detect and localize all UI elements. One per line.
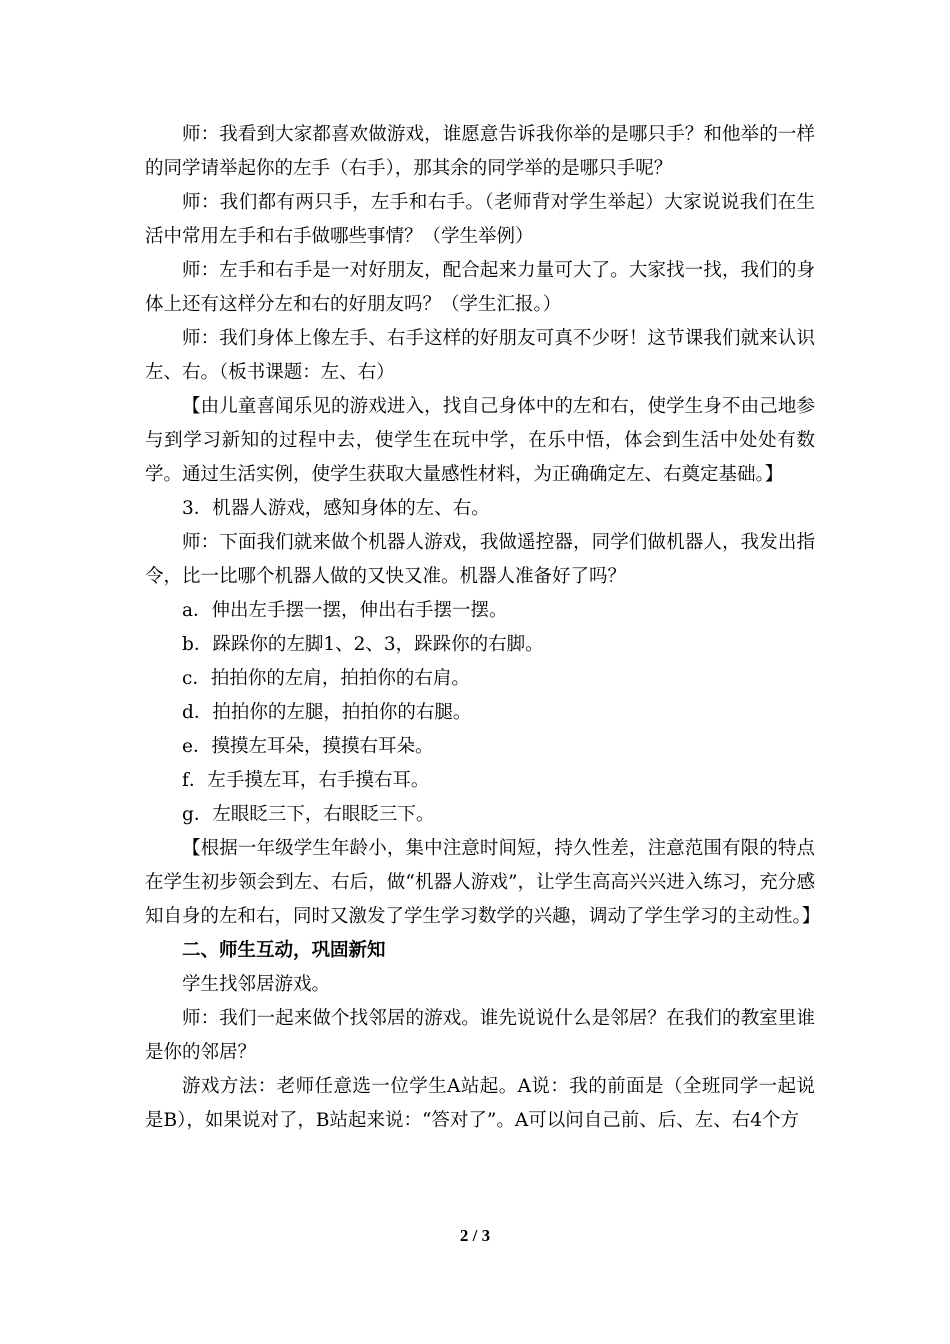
paragraph-lesson-title: 师：我们身体上像左手、右手这样的好朋友可真不少呀！这节课我们就来认识左、右。（板书课题：左、右） [145, 328, 815, 383]
paragraph-robot-game-intro: 师：下面我们就来做个机器人游戏，我做遥控器，同学们做机器人，我发出指令，比一比哪个机器人做的又快又准。机器人准备好了吗？ [145, 532, 815, 587]
list-item-c: c．拍拍你的左肩，拍拍你的右肩。 [182, 668, 470, 689]
paragraph-good-friends: 师：左手和右手是一对好朋友，配合起来力量可大了。大家找一找，我们的身体上还有这样分左和右的好朋友吗？（学生汇报。） [145, 260, 815, 315]
list-item-b: b．跺跺你的左脚1、2、3，跺跺你的右脚。 [182, 634, 544, 655]
page-number: 2 / 3 [459, 1226, 491, 1245]
list-item-e: e．摸摸左耳朵，摸摸右耳朵。 [182, 736, 434, 757]
list-item-g: g．左眼眨三下，右眼眨三下。 [182, 804, 435, 825]
paragraph-robot-game-title: 3．机器人游戏，感知身体的左、右。 [182, 498, 490, 519]
paragraph-neighbor-game: 学生找邻居游戏。 [182, 974, 331, 995]
paragraph-commentary-2: 【根据一年级学生年龄小，集中注意时间短，持久性差，注意范围有限的特点在学生初步领会到左、右后，做“机器人游戏”，让学生高高兴兴进入练习，充分感知自身的左和右，同时又激发了学生学习数学的兴趣，调动了学生学习的主动性。】 [145, 838, 821, 927]
paragraph-teacher-raise-hand: 师：我看到大家都喜欢做游戏，谁愿意告诉我你举的是哪只手？和他举的一样的同学请举起你的左手（右手），那其余的同学举的是哪只手呢？ [145, 124, 815, 179]
list-item-d: d．拍拍你的左腿，拍拍你的右腿。 [182, 702, 472, 723]
document-body [145, 118, 821, 1138]
paragraph-game-method: 游戏方法：老师任意选一位学生A站起。A说：我的前面是（全班同学一起说是B），如果说对了，B站起来说：“答对了”。A可以问自己前、后、左、右4个方 [145, 1076, 815, 1131]
list-item-f: f．左手摸左耳，右手摸右耳。 [182, 770, 430, 791]
paragraph-two-hands: 师：我们都有两只手，左手和右手。（老师背对学生举起）大家说说我们在生活中常用左手和右手做哪些事情？（学生举例） [145, 192, 815, 247]
paragraph-neighbor-intro: 师：我们一起来做个找邻居的游戏。谁先说说什么是邻居？在我们的教室里谁是你的邻居？ [145, 1008, 815, 1063]
paragraph-commentary-1: 【由儿童喜闻乐见的游戏进入，找自己身体中的左和右，使学生身不由己地参与到学习新知的过程中去，使学生在玩中学，在乐中悟，体会到生活中处处有数学。通过生活实例，使学生获取大量感性材料，为正确确定左、右奠定基础。】 [145, 396, 815, 485]
section-heading: 二、师生互动，巩固新知 [182, 940, 386, 961]
list-item-a: a．伸出左手摆一摆，伸出右手摆一摆。 [182, 600, 508, 621]
